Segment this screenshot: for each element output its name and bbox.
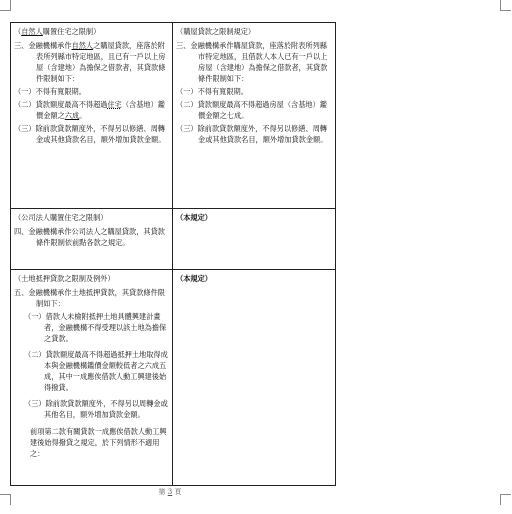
amended-text-cell	[11, 270, 173, 486]
list-item: （三）除前款貸款額度外，不得另以周轉金或其他名目，額外增加貸款金額。	[24, 399, 168, 419]
regulation-comparison-table	[10, 22, 336, 486]
clause-paragraph: 四、金融機構承作公司法人之購屋貸款，其貸款條件限制依前點各款之規定。	[14, 227, 165, 247]
page-number: 第 3 頁	[158, 488, 182, 496]
list-item: （二）貸款額度最高不得超過抵押土地取得成本與金融機構鑑價金額較低者之六成五成，其中一成應俟借款人動工興建後始得撥貸。	[24, 350, 168, 392]
crop-mark-bottom-right	[500, 494, 511, 505]
list-item: （二）貸款額度最高不得超過房屋（含基地）鑑價金額之七成。	[176, 100, 327, 120]
crop-mark-top-left	[0, 0, 11, 11]
section-heading: （土地抵押貸款之限制及例外）	[14, 274, 115, 283]
clause-paragraph: 三、金融機構承作自然人之購屋貸款，座落於附表所列縣市特定地區，且已有一戶以上房屋（含建地）為擔保之借款者，其貸款條件限制如下：	[14, 41, 166, 83]
list-item: （一）不得有寬限期。	[176, 87, 248, 96]
crop-mark-bottom-left	[0, 494, 11, 505]
current-text-cell	[173, 209, 336, 270]
section-heading: （購屋貸款之限制規定）	[176, 27, 256, 36]
amended-text-cell	[11, 23, 173, 209]
section-heading: （自然人購置住宅之限制）	[14, 27, 101, 36]
list-item: （一）借款人未檢附抵押土地具體興建計畫者，金融機構不得受理以該土地為擔保之貸款。	[24, 312, 167, 343]
list-item: （一）不得有寬限期。	[14, 87, 86, 96]
clause-paragraph: 三、金融機構承作購屋貸款，座落於附表所列縣市特定地區，且借款人本人已有一戶以上房屋（含建地）為擔保之借款者，其貸款條件限制如下：	[176, 41, 328, 83]
table-row	[11, 270, 336, 486]
list-item: （二）貸款額度最高不得超過住宅（含基地）鑑價金額之六成。	[14, 100, 165, 120]
list-item: （三）除前款貸款額度外，不得另以修繕、周轉金或其他貸款名目，額外增加貸款金額。	[14, 124, 166, 144]
crop-mark-top-right	[500, 0, 511, 11]
current-text-cell	[173, 23, 336, 209]
list-item: （三）除前款貸款額度外，不得另以修繕、周轉金或其他貸款名目，額外增加貸款金額。	[176, 124, 328, 144]
clause-paragraph: 前項第二款有關貸款一成應俟借款人動工興建後始得撥貸之規定，於下列情形不適用之：	[30, 427, 167, 458]
clause-paragraph: 五、金融機構承作土地抵押貸款，其貸款條件限制如下：	[14, 288, 165, 308]
section-heading: （本規定）	[176, 213, 212, 222]
section-heading: （公司法人購置住宅之限制）	[14, 213, 108, 222]
section-heading: （本規定）	[176, 274, 212, 283]
table-row	[11, 209, 336, 270]
current-text-cell	[173, 270, 336, 486]
table-row	[11, 23, 336, 209]
amended-text-cell	[11, 209, 173, 270]
